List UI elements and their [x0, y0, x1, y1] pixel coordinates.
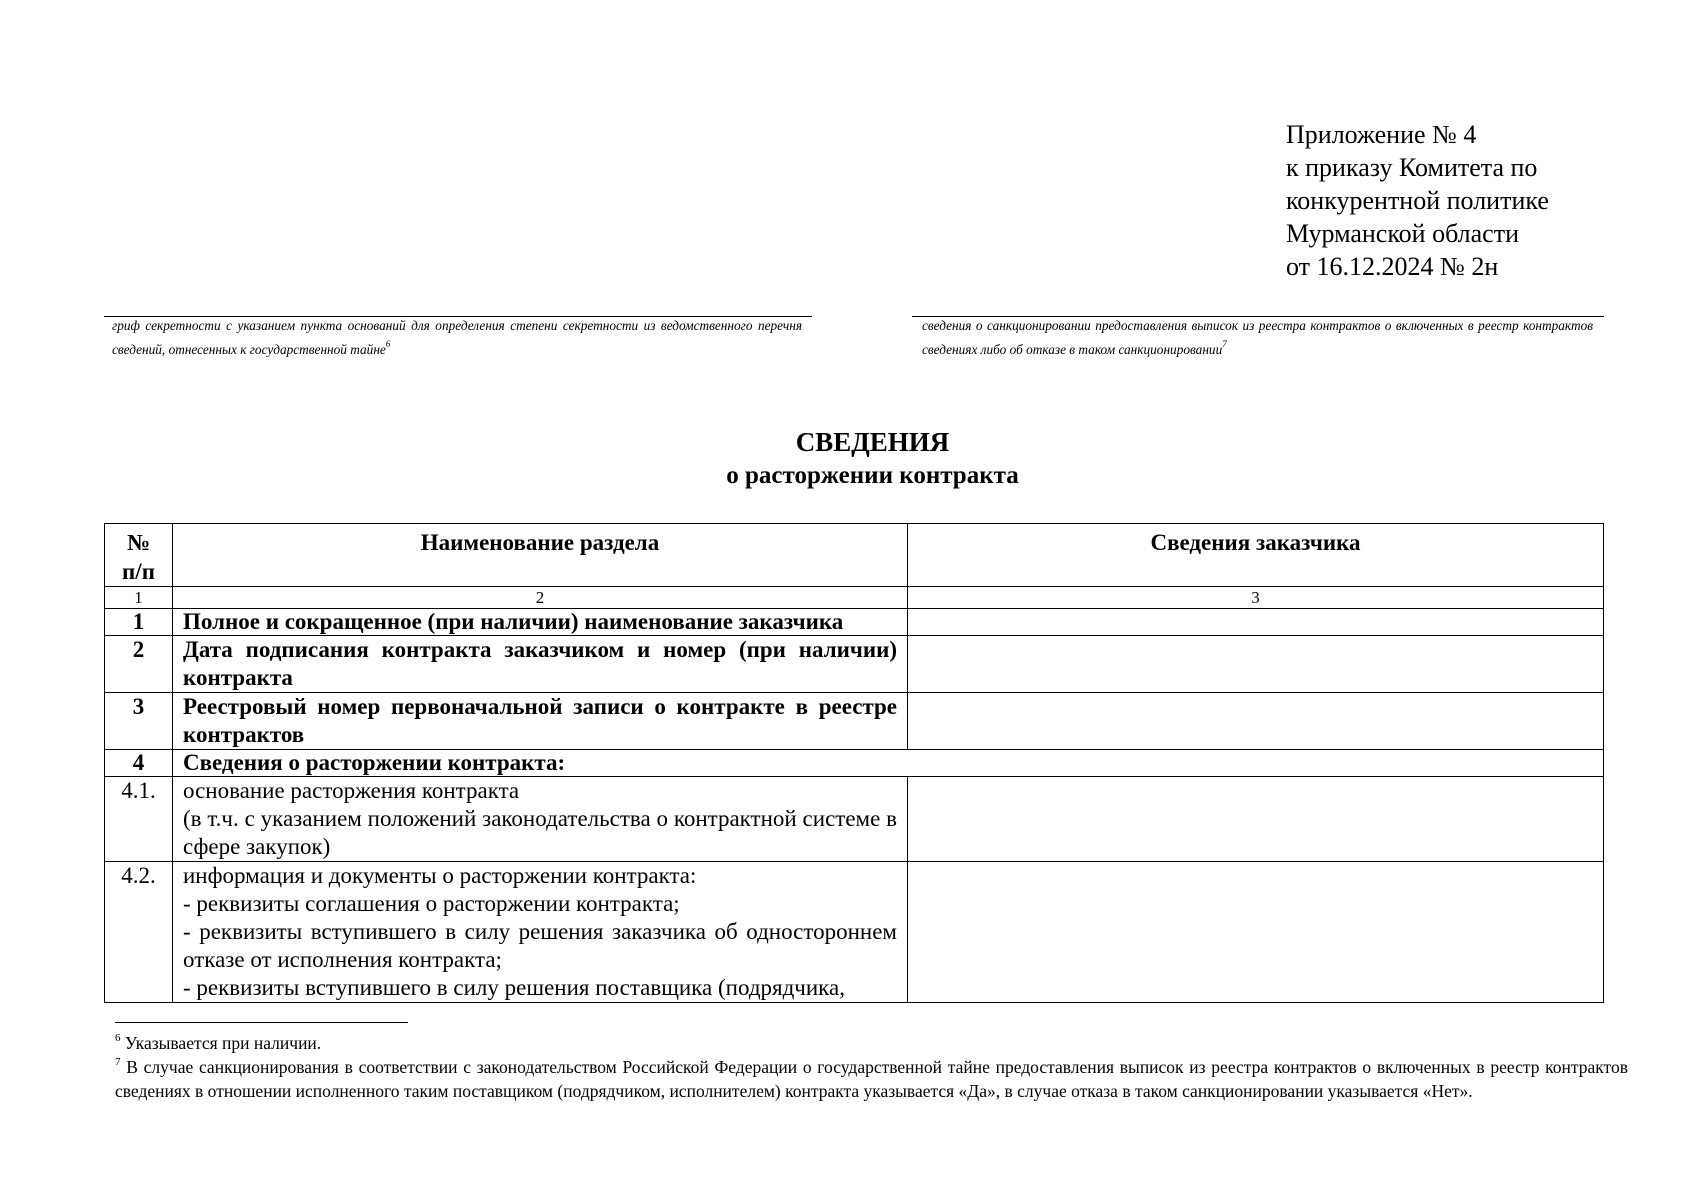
row-section-name: [173, 777, 908, 862]
column-index-1: 1: [105, 587, 173, 609]
appendix-block: [1286, 118, 1549, 283]
row-customer-value: [908, 862, 1604, 1003]
row-number: 3: [105, 693, 173, 750]
table-row: [105, 750, 1604, 777]
appendix-line-5: от 16.12.2024 № 2н: [1286, 252, 1499, 281]
header-customer-info: Сведения заказчика: [908, 524, 1604, 587]
table-header-row: [105, 524, 1604, 587]
secrecy-stamp-text: гриф секретности с указанием пункта оснований для определения степени секретности из ведомственного перечня сведений, отнесенных к государственной тайне: [112, 318, 802, 357]
footnote-6: [115, 1031, 1628, 1055]
footnote-mark-7: 7: [115, 1056, 121, 1068]
table-row: [105, 609, 1604, 636]
row-customer-value: [908, 693, 1604, 750]
row-number: 4.2.: [105, 862, 173, 1003]
row-name-line: - реквизиты соглашения о расторжении контракта;: [183, 891, 680, 916]
row-customer-value: [908, 777, 1604, 862]
footnote-mark-6: 6: [115, 1032, 121, 1044]
sanction-text: сведения о санкционировании предоставления выписок из реестра контрактов о включенных в реестр контрактов сведениях либо об отказе в таком санкционировании: [922, 318, 1593, 357]
appendix-line-2: к приказу Комитета по: [1286, 153, 1538, 182]
footnote-separator: [115, 1022, 408, 1023]
header-section-name: Наименование раздела: [173, 524, 908, 587]
document-title: СВЕДЕНИЯ: [795, 427, 950, 457]
row-customer-value: [908, 609, 1604, 636]
row-number: 4: [105, 750, 173, 777]
sanction-note: [922, 314, 1593, 362]
appendix-line-3: конкурентной политике: [1286, 186, 1549, 215]
row-section-name: [173, 862, 908, 1003]
row-name-line: основание расторжения контракта: [183, 778, 520, 803]
row-number: 2: [105, 636, 173, 693]
footnote-ref-6: 6: [385, 339, 391, 349]
appendix-line-4: Мурманской области: [1286, 219, 1519, 248]
row-name-line: - реквизиты вступившего в силу решения заказчика об одностороннем отказе от исполнения контракта;: [183, 919, 897, 972]
row-name-line: (в т.ч. с указанием положений законодательства о контрактной системе в сфере закупок): [183, 806, 897, 859]
row-section-name: Сведения о расторжении контракта:: [173, 750, 1604, 777]
row-customer-value: [908, 636, 1604, 693]
column-index-2: 2: [173, 587, 908, 609]
footnote-6-text: Указывается при наличии.: [124, 1033, 322, 1053]
row-name-line: информация и документы о расторжении контракта:: [183, 863, 697, 888]
contract-termination-table: [104, 523, 1604, 1003]
table-row: [105, 636, 1604, 693]
secrecy-stamp-note: [112, 314, 802, 362]
row-section-name: Дата подписания контракта заказчиком и номер (при наличии) контракта: [173, 636, 908, 693]
header-number: № п/п: [105, 524, 173, 587]
footnote-ref-7: 7: [1222, 339, 1227, 349]
row-number: 1: [105, 609, 173, 636]
column-index-3: 3: [908, 587, 1604, 609]
appendix-line-1: Приложение № 4: [1286, 120, 1477, 149]
footnote-7: [115, 1055, 1628, 1103]
row-section-name: Реестровый номер первоначальной записи о контракте в реестре контрактов: [173, 693, 908, 750]
table-row: [105, 862, 1604, 1003]
footnotes: [115, 1031, 1628, 1103]
footnote-7-text: В случае санкционирования в соответствии с законодательством Российской Федерации о государственной тайне предоставления выписок из реестра контрактов о включенных в реестр контрактов сведениях в отношении исполненного таким поставщиком (подрядчиком, исполнителем) контракта указывается «Да», в случае отказа в таком санкционировании указывается «Нет».: [115, 1057, 1628, 1101]
column-index-row: [105, 587, 1604, 609]
row-section-name: Полное и сокращенное (при наличии) наименование заказчика: [173, 609, 908, 636]
table-row: [105, 777, 1604, 862]
table-row: [105, 693, 1604, 750]
row-name-line: - реквизиты вступившего в силу решения поставщика (подрядчика,: [183, 975, 845, 1000]
row-number: 4.1.: [105, 777, 173, 862]
document-subtitle: о расторжении контракта: [726, 462, 1019, 489]
